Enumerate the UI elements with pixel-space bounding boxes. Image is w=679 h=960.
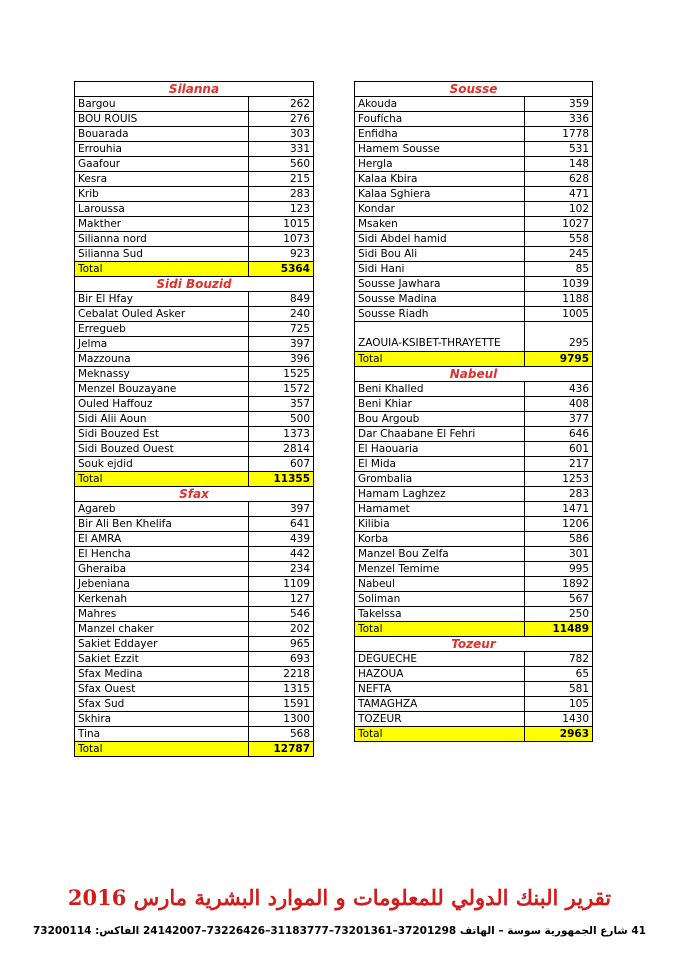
total-value: 5364 [249,262,314,277]
table-row [75,217,314,232]
delegation-name: El Hencha [75,547,249,562]
table-row [355,112,593,127]
delegation-value: 397 [249,337,314,352]
table-row [355,472,593,487]
total-value: 11489 [525,622,593,637]
delegation-value: 442 [249,547,314,562]
delegation-value: 1073 [249,232,314,247]
delegation-value: 1253 [525,472,593,487]
delegation-value: 693 [249,652,314,667]
delegation-name: Bir El Hfay [75,292,249,307]
table-row [75,112,314,127]
delegation-value: 377 [525,412,593,427]
region-header-row [75,277,314,292]
delegation-name: TAMAGHZA [355,697,525,712]
delegation-name: Hergla [355,157,525,172]
delegation-name: Makther [75,217,249,232]
delegation-value: 628 [525,172,593,187]
delegation-name: Sidi Abdel hamid [355,232,525,247]
delegation-value: 1892 [525,577,593,592]
delegation-value: 276 [249,112,314,127]
delegation-value: 1039 [525,277,593,292]
delegation-name: Mazzouna [75,352,249,367]
region-header: Sidi Bouzid [75,277,314,292]
total-label: Total [75,262,249,277]
delegation-value: 546 [249,607,314,622]
delegation-value: 301 [525,547,593,562]
region-header: Tozeur [355,637,593,652]
delegation-name: Kalaa Kbira [355,172,525,187]
table-row [355,532,593,547]
table-row [75,157,314,172]
delegation-name: Sakiet Eddayer [75,637,249,652]
delegation-value: 471 [525,187,593,202]
total-label: Total [355,727,525,742]
delegation-value: 586 [525,532,593,547]
table-row [75,337,314,352]
table-row [355,682,593,697]
delegation-value: 1778 [525,127,593,142]
table-row [355,502,593,517]
delegation-name: Dar Chaabane El Fehri [355,427,525,442]
table-row [75,292,314,307]
delegation-name: Gaafour [75,157,249,172]
delegation-name: Korba [355,532,525,547]
table-row [355,697,593,712]
table-row [355,457,593,472]
delegation-value: 568 [249,727,314,742]
delegation-name: Hamamet [355,502,525,517]
table-row [75,727,314,742]
delegation-name: Soliman [355,592,525,607]
delegation-name: Akouda [355,97,525,112]
table-row [75,547,314,562]
delegation-name: Kesra [75,172,249,187]
table-row [75,712,314,727]
delegation-value: 331 [249,142,314,157]
delegation-value: 102 [525,202,593,217]
delegation-name: Kondar [355,202,525,217]
region-header: Sousse [355,82,593,97]
table-row [75,637,314,652]
delegation-name: Bouarada [75,127,249,142]
contact-address: 41 شارع الجمهورية سوسة – الهاتف 37201298–73201361–31183777–73226426–24142007 الفاكس: 73200114 [32,925,646,937]
delegation-value: 295 [525,322,593,352]
delegation-name: HAZOUA [355,667,525,682]
delegation-value: 283 [249,187,314,202]
table-row [75,517,314,532]
delegation-value: 1591 [249,697,314,712]
delegation-value: 65 [525,667,593,682]
table-row [75,142,314,157]
delegation-value: 1109 [249,577,314,592]
delegation-name: Tina [75,727,249,742]
delegation-value: 1015 [249,217,314,232]
delegation-value: 849 [249,292,314,307]
table-row [355,547,593,562]
delegation-name: Sfax Medina [75,667,249,682]
table-row [75,622,314,637]
region-header-row [355,82,593,97]
delegation-value: 439 [249,532,314,547]
table-row [75,502,314,517]
region-header-row [75,487,314,502]
table-row [75,352,314,367]
total-label: Total [355,352,525,367]
delegation-name: Cebalat Ouled Asker [75,307,249,322]
delegation-value: 127 [249,592,314,607]
delegation-name: El Mida [355,457,525,472]
delegation-value: 581 [525,682,593,697]
table-row [75,412,314,427]
table-row [355,262,593,277]
delegation-name: Kilibia [355,517,525,532]
delegation-name: Jelma [75,337,249,352]
delegation-name: Beni Khalled [355,382,525,397]
delegation-value: 500 [249,412,314,427]
delegation-name: Sousse Jawhara [355,277,525,292]
table-row [75,247,314,262]
delegation-value: 2814 [249,442,314,457]
table-row [75,97,314,112]
table-row [355,142,593,157]
table-row [355,217,593,232]
delegation-name: Skhira [75,712,249,727]
table-row [355,382,593,397]
delegation-name: Errouhia [75,142,249,157]
table-row [75,232,314,247]
table-row [355,97,593,112]
table-row [355,307,593,322]
table-row [75,322,314,337]
delegation-name: Krib [75,187,249,202]
delegation-value: 567 [525,592,593,607]
delegation-value: 359 [525,97,593,112]
delegation-name: El Haouaria [355,442,525,457]
total-row [75,742,314,757]
delegation-name: TOZEUR [355,712,525,727]
delegation-name: Kalaa Sghiera [355,187,525,202]
delegation-value: 336 [525,112,593,127]
delegation-value: 995 [525,562,593,577]
total-value: 11355 [249,472,314,487]
table-row [355,712,593,727]
delegation-name: Erregueb [75,322,249,337]
right-table-body [355,82,593,742]
delegation-name: Gheraiba [75,562,249,577]
total-label: Total [355,622,525,637]
delegation-value: 357 [249,397,314,412]
table-row [75,397,314,412]
delegation-value: 782 [525,652,593,667]
total-value: 2963 [525,727,593,742]
delegation-name: Nabeul [355,577,525,592]
delegation-name: Sidi Hani [355,262,525,277]
table-row [355,592,593,607]
delegation-name: ZAOUIA-KSIBET-THRAYETTE [355,322,525,352]
delegation-name: Hamam Laghzez [355,487,525,502]
delegation-name: Menzel Bouzayane [75,382,249,397]
delegation-name: Sousse Madina [355,292,525,307]
delegation-value: 2218 [249,667,314,682]
delegation-name: Hamem Sousse [355,142,525,157]
delegation-value: 1027 [525,217,593,232]
total-label: Total [75,742,249,757]
delegation-name: Menzel Temime [355,562,525,577]
region-header: Sfax [75,487,314,502]
table-row [75,442,314,457]
delegation-value: 560 [249,157,314,172]
table-row [75,532,314,547]
delegation-value: 607 [249,457,314,472]
delegation-value: 436 [525,382,593,397]
table-row [355,157,593,172]
delegation-name: Foufícha [355,112,525,127]
table-row [355,412,593,427]
delegation-value: 105 [525,697,593,712]
delegation-name: Sfax Ouest [75,682,249,697]
table-row [75,367,314,382]
delegation-value: 245 [525,247,593,262]
total-label: Total [75,472,249,487]
delegation-name: Sidi Bouzed Est [75,427,249,442]
table-row [75,457,314,472]
table-row [75,667,314,682]
delegation-name: Sousse Riadh [355,307,525,322]
delegation-value: 148 [525,157,593,172]
delegation-value: 601 [525,442,593,457]
table-row [355,427,593,442]
delegation-value: 1005 [525,307,593,322]
delegation-value: 234 [249,562,314,577]
delegation-name: DEGUECHE [355,652,525,667]
left-table [74,81,314,757]
delegation-name: Msaken [355,217,525,232]
delegation-name: Mahres [75,607,249,622]
delegation-name: Sidi Bouzed Ouest [75,442,249,457]
table-row [75,307,314,322]
delegation-value: 262 [249,97,314,112]
delegation-value: 1572 [249,382,314,397]
table-row [355,577,593,592]
delegation-name: Sidi Bou Ali [355,247,525,262]
table-row [355,247,593,262]
delegation-value: 1525 [249,367,314,382]
delegation-name: Sakiet Ezzit [75,652,249,667]
table-row [75,577,314,592]
total-row [355,622,593,637]
table-row [75,562,314,577]
delegation-value: 202 [249,622,314,637]
table-row [355,652,593,667]
table-row [355,202,593,217]
table-row [75,652,314,667]
table-row [75,592,314,607]
delegation-value: 217 [525,457,593,472]
delegation-name: Takelssa [355,607,525,622]
table-row [355,187,593,202]
delegation-value: 1471 [525,502,593,517]
delegation-value: 123 [249,202,314,217]
delegation-value: 1206 [525,517,593,532]
table-row [75,697,314,712]
delegation-name: Bou Argoub [355,412,525,427]
delegation-name: Bir Ali Ben Khelifa [75,517,249,532]
delegation-name: Silianna nord [75,232,249,247]
delegation-value: 283 [525,487,593,502]
table-row [355,127,593,142]
delegation-name: Ouled Haffouz [75,397,249,412]
table-row [355,487,593,502]
region-header: Nabeul [355,367,593,382]
delegation-name: Sidi Alii Aoun [75,412,249,427]
table-row [355,517,593,532]
delegation-value: 923 [249,247,314,262]
delegation-value: 531 [525,142,593,157]
delegation-name: Silianna Sud [75,247,249,262]
delegation-value: 397 [249,502,314,517]
table-row [355,232,593,247]
delegation-name: El AMRA [75,532,249,547]
delegation-value: 240 [249,307,314,322]
delegation-value: 725 [249,322,314,337]
delegation-name: Souk ejdid [75,457,249,472]
table-row [75,172,314,187]
table-row [355,442,593,457]
table-row [355,397,593,412]
region-header-row [355,637,593,652]
report-title: تقرير البنك الدولي للمعلومات و الموارد البشرية مارس 2016 [67,885,612,910]
table-row [355,667,593,682]
delegation-value: 1315 [249,682,314,697]
delegation-value: 1430 [525,712,593,727]
delegation-value: 1188 [525,292,593,307]
delegation-value: 408 [525,397,593,412]
delegation-name: Beni Khiar [355,397,525,412]
delegation-name: Manzel chaker [75,622,249,637]
delegation-name: Enfidha [355,127,525,142]
delegation-name: Sfax Sud [75,697,249,712]
delegation-name: Laroussa [75,202,249,217]
table-row [75,607,314,622]
total-value: 9795 [525,352,593,367]
total-row [355,352,593,367]
delegation-value: 646 [525,427,593,442]
table-row [75,382,314,397]
delegation-value: 303 [249,127,314,142]
table-row [75,127,314,142]
delegation-value: 558 [525,232,593,247]
table-row [75,187,314,202]
table-row [355,172,593,187]
total-row [75,262,314,277]
table-row [355,562,593,577]
delegation-value: 965 [249,637,314,652]
delegation-name: Meknassy [75,367,249,382]
delegation-value: 1373 [249,427,314,442]
delegation-value: 396 [249,352,314,367]
left-table-body [75,82,314,757]
delegation-value: 641 [249,517,314,532]
delegation-value: 250 [525,607,593,622]
delegation-name: BOU ROUIS [75,112,249,127]
region-header: Silanna [75,82,314,97]
delegation-name: Kerkenah [75,592,249,607]
right-table [354,81,593,742]
delegation-name: Grombalia [355,472,525,487]
table-row [355,322,593,352]
table-row [75,427,314,442]
delegation-name: Agareb [75,502,249,517]
table-row [355,607,593,622]
delegation-name: Jebeniana [75,577,249,592]
delegation-value: 215 [249,172,314,187]
region-header-row [355,367,593,382]
delegation-name: Bargou [75,97,249,112]
region-header-row [75,82,314,97]
delegation-name: Manzel Bou Zelfa [355,547,525,562]
table-row [355,292,593,307]
table-row [75,202,314,217]
table-row [355,277,593,292]
total-row [355,727,593,742]
table-row [75,682,314,697]
total-value: 12787 [249,742,314,757]
delegation-value: 1300 [249,712,314,727]
delegation-value: 85 [525,262,593,277]
delegation-name: NEFTA [355,682,525,697]
total-row [75,472,314,487]
